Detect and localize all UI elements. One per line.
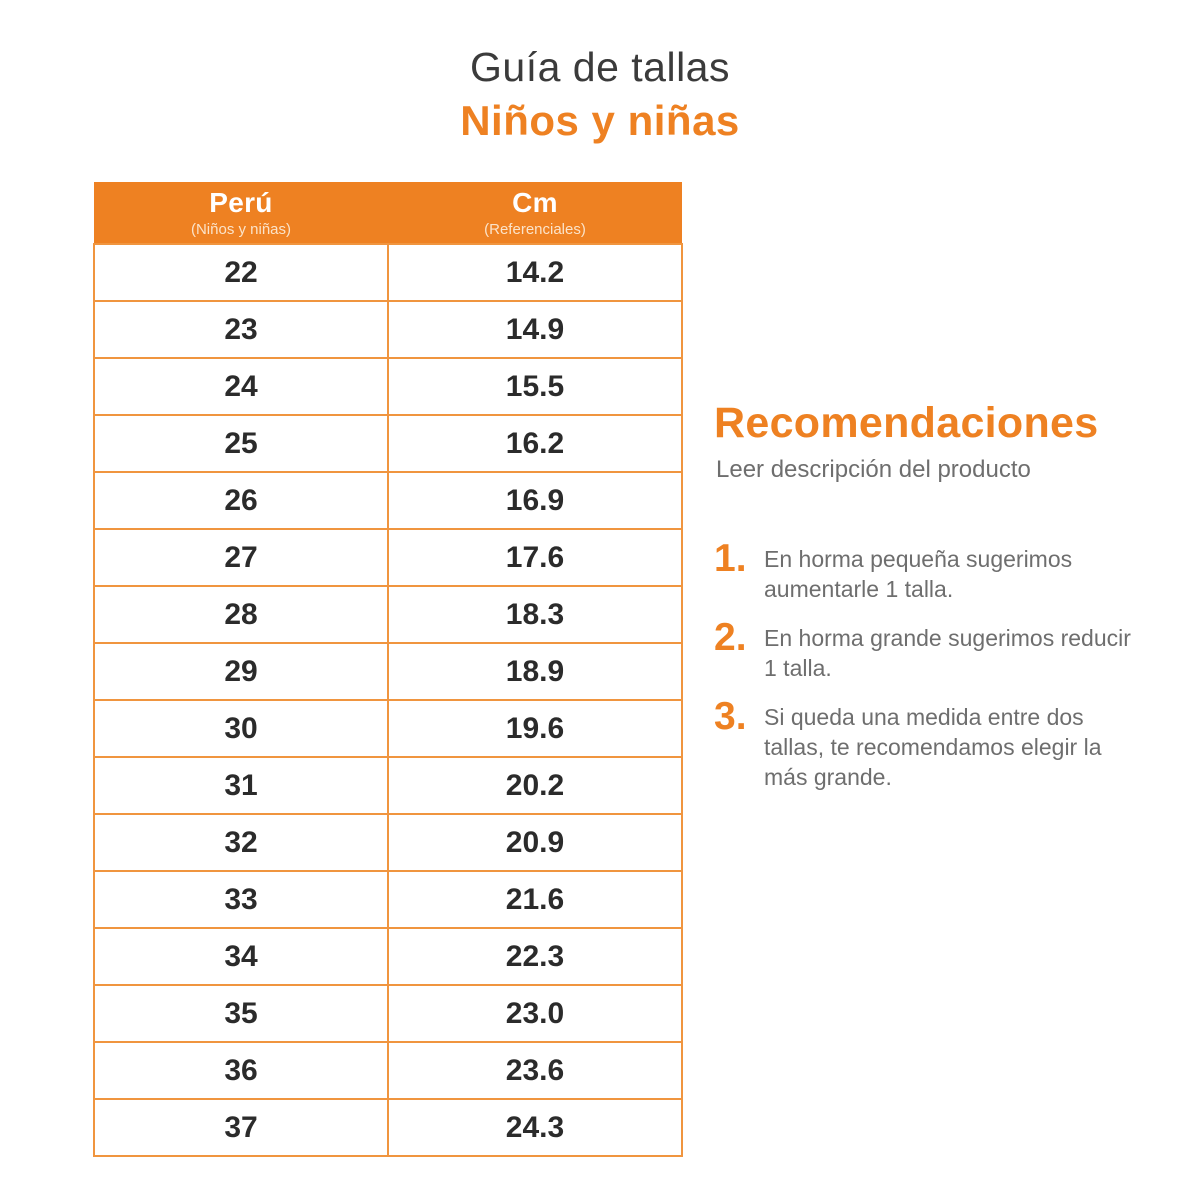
recommendation-item xyxy=(714,537,1180,605)
size-cell: 22 xyxy=(94,244,388,301)
guide-subtitle: Niños y niñas xyxy=(460,97,740,145)
item-text: Si queda una medida entre dos tallas, te recomendamos elegir la más grande. xyxy=(764,703,1102,791)
table-row xyxy=(94,871,682,928)
size-cell: 26 xyxy=(94,472,388,529)
table-row xyxy=(94,1042,682,1099)
item-number: 2. xyxy=(714,615,747,659)
table-row xyxy=(94,814,682,871)
table-row xyxy=(94,985,682,1042)
cm-cell: 16.9 xyxy=(388,472,682,529)
cm-cell: 18.9 xyxy=(388,643,682,700)
cm-cell: 14.2 xyxy=(388,244,682,301)
col-header-peru-sublabel: (Niños y niñas) xyxy=(190,220,292,238)
size-cell: 29 xyxy=(94,643,388,700)
table-row xyxy=(94,358,682,415)
size-cell: 34 xyxy=(94,928,388,985)
cm-cell: 19.6 xyxy=(388,700,682,757)
cm-cell: 20.2 xyxy=(388,757,682,814)
size-cell: 24 xyxy=(94,358,388,415)
cm-cell: 20.9 xyxy=(388,814,682,871)
recommendations-list xyxy=(714,537,1180,793)
size-cell: 27 xyxy=(94,529,388,586)
recommendations-section xyxy=(714,400,1180,808)
recommendations-subtitle: Leer descripción del producto xyxy=(716,456,1031,484)
cm-cell: 21.6 xyxy=(388,871,682,928)
table-row xyxy=(94,301,682,358)
cm-cell: 24.3 xyxy=(388,1099,682,1156)
size-cell: 35 xyxy=(94,985,388,1042)
page-title xyxy=(0,44,1200,144)
table-row xyxy=(94,586,682,643)
size-cell: 30 xyxy=(94,700,388,757)
table-row xyxy=(94,1099,682,1156)
item-text: En horma pequeña sugerimos aumentarle 1 talla. xyxy=(764,546,1073,603)
size-cell: 31 xyxy=(94,757,388,814)
recommendation-item xyxy=(714,615,1180,684)
table-row xyxy=(94,928,682,985)
table-row xyxy=(94,244,682,301)
table-row xyxy=(94,643,682,700)
col-header-cm xyxy=(388,182,682,244)
table-row xyxy=(94,472,682,529)
recommendations-title: Recomendaciones xyxy=(714,399,1099,447)
header-row xyxy=(94,182,682,244)
cm-cell: 15.5 xyxy=(388,358,682,415)
table-row xyxy=(94,757,682,814)
table-row xyxy=(94,700,682,757)
col-header-cm-label: Cm xyxy=(512,186,558,218)
cm-cell: 22.3 xyxy=(388,928,682,985)
size-table xyxy=(93,182,683,1157)
size-cell: 25 xyxy=(94,415,388,472)
cm-cell: 17.6 xyxy=(388,529,682,586)
size-cell: 37 xyxy=(94,1099,388,1156)
col-header-peru xyxy=(94,182,388,244)
cm-cell: 23.6 xyxy=(388,1042,682,1099)
cm-cell: 18.3 xyxy=(388,586,682,643)
size-cell: 23 xyxy=(94,301,388,358)
item-text: En horma grande sugerimos reducir 1 talla. xyxy=(764,624,1131,682)
table-row xyxy=(94,415,682,472)
table-row xyxy=(94,529,682,586)
size-table-header xyxy=(94,182,682,244)
size-table-body xyxy=(94,244,682,1156)
col-header-peru-label: Perú xyxy=(209,186,273,218)
recommendation-item xyxy=(714,694,1180,793)
item-number: 3. xyxy=(714,694,747,738)
col-header-cm-sublabel: (Referenciales) xyxy=(484,220,586,238)
size-cell: 33 xyxy=(94,871,388,928)
size-cell: 36 xyxy=(94,1042,388,1099)
item-number: 1. xyxy=(714,537,747,581)
cm-cell: 16.2 xyxy=(388,415,682,472)
cm-cell: 14.9 xyxy=(388,301,682,358)
guide-title: Guía de tallas xyxy=(470,44,730,90)
cm-cell: 23.0 xyxy=(388,985,682,1042)
size-cell: 28 xyxy=(94,586,388,643)
size-cell: 32 xyxy=(94,814,388,871)
